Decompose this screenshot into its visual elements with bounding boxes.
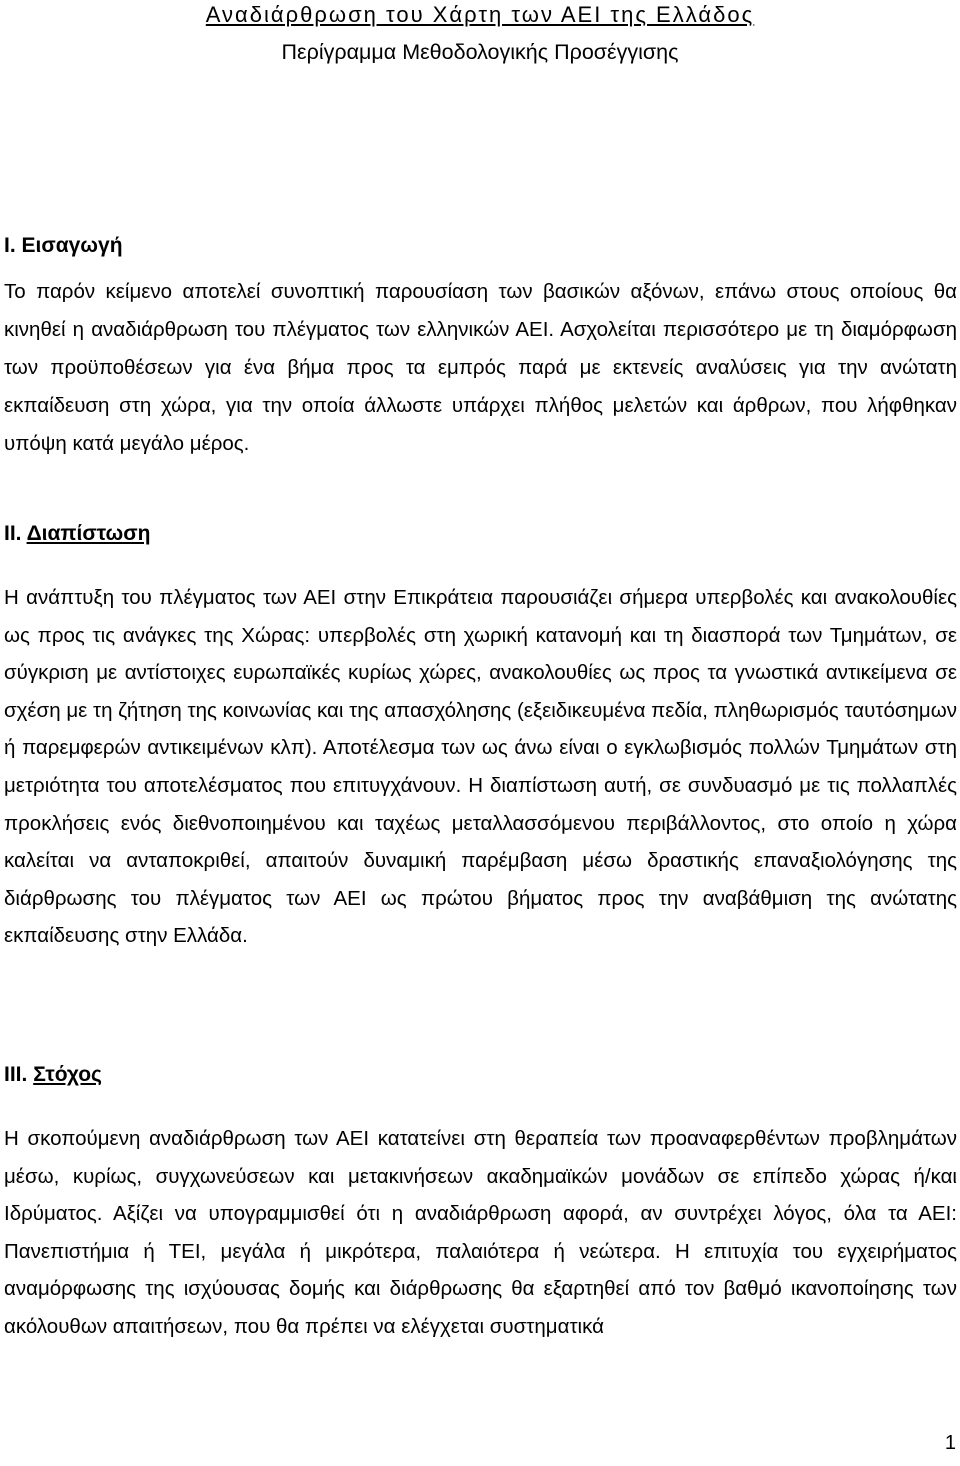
- section-number: Ι.: [4, 234, 16, 257]
- section-text-goal: Η σκοπούμενη αναδιάρθρωση των ΑΕΙ κατατείνει στη θεραπεία των προαναφερθέντων προβλημάτων μέσω, κυρίως, συγχωνεύσεων και μετακινήσεων ακαδημαϊκών μονάδων σε επίπεδο χώρας ή/και Ιδρύματος. Αξίζει να υπογραμμισθεί ότι η αναδιάρθρωση αφορά, αν συντρέχει λόγος, όλα τα ΑΕΙ: Πανεπιστήμια ή ΤΕΙ, μεγάλα ή μικρότερα, παλαιότερα ή νεώτερα. Η επιτυχία του εγχειρήματος αναμόρφωσης της ισχύουσας δομής και διάρθρωσης θα εξαρτηθεί από τον βαθμό ικανοποίησης των ακόλουθων απαιτήσεων, που θα πρέπει να ελέγχεται συστηματικά: [4, 1127, 957, 1338]
- page-number: 1: [944, 1432, 956, 1454]
- section-text-introduction: Το παρόν κείμενο αποτελεί συνοπτική παρουσίαση των βασικών αξόνων, επάνω στους οποίους θα κινηθεί η αναδιάρθρωση του πλέγματος των ελληνικών ΑΕΙ. Ασχολείται περισσότερο με τη διαμόρφωση των προϋποθέσεων για ένα βήμα προς τα εμπρός παρά με εκτενείς αναλύσεις για την ανώτατη εκπαίδευση στη χώρα, για την οποία άλλωστε υπάρχει πλήθος μελετών και άρθρων, που λήφθηκαν υπόψη κατά μεγάλο μέρος.: [4, 280, 957, 455]
- section-title: Εισαγωγή: [21, 234, 123, 257]
- document-subtitle: Περίγραμμα Μεθοδολογικής Προσέγγισης: [281, 40, 679, 64]
- section-text-finding: Η ανάπτυξη του πλέγματος των ΑΕΙ στην Επικράτεια παρουσιάζει σήμερα υπερβολές και ανακολουθίες ως προς τις ανάγκες της Χώρας: υπερβολές στη χωρική κατανομή και τη διασπορά των Τμημάτων, σε σύγκριση με αντίστοιχες ευρωπαϊκές κυρίως χώρες, ανακολουθίες ως προς τα γνωστικά αντικείμενα σε σχέση με τη ζήτηση της κοινωνίας και της απασχόλησης (εξειδικευμένα πεδία, πληθωρισμός ταυτόσημων ή παρεμφερών αντικειμένων κλπ). Αποτέλεσμα των ως άνω είναι ο εγκλωβισμός πολλών Τμημάτων στη μετριότητα του αποτελέσματος που επιτυγχάνουν. Η διαπίστωση αυτή, σε συνδυασμό με τις πολλαπλές προκλήσεις ενός διεθνοποιημένου και ταχέως μεταλλασσόμενου περιβάλλοντος, στο οποίο η χώρα καλείται να ανταποκριθεί, απαιτούν δυναμική παρέμβαση μέσω δραστικής επαναξιολόγησης της διάρθρωσης του πλέγματος των ΑΕΙ ως πρώτου βήματος προς την αναβάθμιση της ανώτατης εκπαίδευσης στην Ελλάδα.: [4, 586, 957, 948]
- section-heading-introduction: [4, 234, 123, 258]
- section-number: ΙΙ.: [4, 522, 22, 545]
- section-title: Στόχος: [33, 1063, 102, 1086]
- section-number: ΙΙΙ.: [4, 1063, 28, 1086]
- section-title: Διαπίστωση: [26, 522, 151, 545]
- section-heading-finding: [4, 522, 150, 546]
- section-heading-goal: [4, 1063, 102, 1087]
- document-title: Αναδιάρθρωση του Χάρτη των ΑΕΙ της Ελλάδος: [205, 2, 755, 27]
